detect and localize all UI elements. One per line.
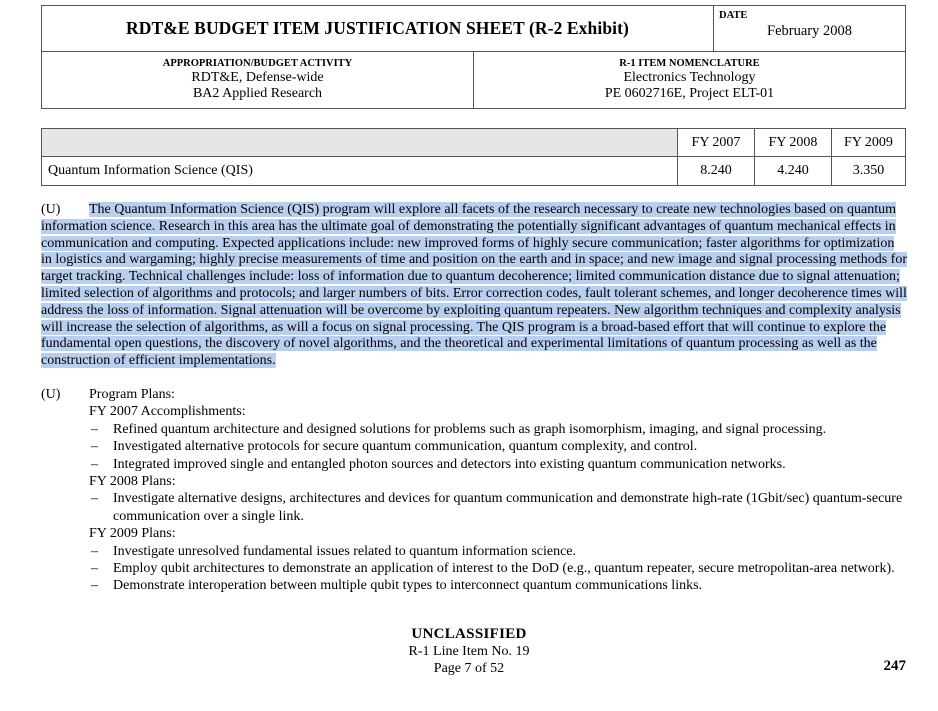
list-item (89, 421, 907, 438)
fy2009-item-2: Employ qubit architectures to demonstrate an application of interest to the DoD (e.g., quantum repeater, secure metropolitan-area network). (113, 561, 895, 577)
funding-value-fy2009: 3.350 (852, 163, 885, 178)
nomenclature-label: R-1 ITEM NOMENCLATURE (619, 58, 760, 69)
fy2009-item-1: Investigate unresolved fundamental issues related to quantum information science. (113, 543, 577, 559)
fy2008-label: FY 2008 Plans: (89, 474, 176, 490)
description-classification-marker: (U) (41, 202, 61, 217)
fy2009-label: FY 2009 Plans: (89, 526, 176, 542)
program-plans (41, 386, 907, 595)
line-item-label: R-1 Line Item No. 19 (408, 644, 530, 659)
list-item (89, 456, 907, 473)
plans-classification-marker: (U) (41, 387, 61, 402)
plans-title: Program Plans: (89, 387, 175, 402)
classification-label: UNCLASSIFIED (411, 626, 527, 642)
date-cell (714, 6, 905, 52)
dash-bullet: – (91, 578, 98, 594)
funding-header-blank (42, 129, 678, 157)
page-footer (0, 626, 938, 677)
year-header-fy2007: FY 2007 (678, 129, 755, 157)
appropriation-line1: RDT&E, Defense-wide (191, 70, 324, 85)
dash-bullet: – (91, 491, 98, 507)
appropriation-cell (42, 52, 474, 108)
list-item (89, 577, 907, 594)
list-item (89, 560, 907, 577)
fy2007-item-1: Refined quantum architecture and designed solutions for problems such as graph isomorphism, imaging, and signal processing. (113, 421, 827, 437)
nomenclature-cell (474, 52, 905, 108)
funding-value-fy2008: 4.240 (755, 157, 832, 185)
appropriation-line2: BA2 Applied Research (192, 86, 323, 101)
list-item (89, 543, 907, 560)
year-header-fy2008: FY 2008 (755, 129, 832, 157)
description-paragraph[interactable] (41, 202, 907, 370)
list-item (89, 438, 907, 455)
page-number: 247 (883, 658, 906, 674)
description-text[interactable]: The Quantum Information Science (QIS) program will explore all facets of the research necessary to create new technologies based on quantum information science. Research in this area has the ultimate goal of demonstrating the potentially significant advantages of quantum mechanical effects in communication and computing. Expected applications include: new improved forms of highly secure communication; faster algorithms for optimization in logistics and wargaming; highly precise measurements of time and position on the earth and in space; and new image and signal processing methods for target tracking. Technical challenges include: loss of information due to quantum decoherence; limited communication distance due to signal attenuation; limited selection of algorithms and protocols; and larger numbers of bits. Error correction codes, fault tolerant schemes, and longer decoherence times will address the loss of information. Signal attenuation will be overcome by exploiting quantum repeaters. New algorithm techniques and complexity analysis will increase the selection of algorithms, as will a focus on signal processing. The QIS program is a broad-based effort that will continue to explore the fundamental open questions, the discovery of novel algorithms, and the theoretical and experimental limitations of quantum processing as well as the construction of efficient implementations. (41, 202, 907, 369)
fy2008-item-1: Investigate alternative designs, architectures and devices for quantum communication and demonstrate high-rate (1Gbit/sec) quantum-secure communication over a single link. (113, 491, 903, 524)
dash-bullet: – (91, 421, 98, 437)
budget-header-table (41, 5, 906, 109)
document-title: RDT&E BUDGET ITEM JUSTIFICATION SHEET (R-2 Exhibit) (42, 6, 714, 52)
page-of-label: Page 7 of 52 (433, 661, 505, 676)
funding-table (41, 128, 906, 186)
nomenclature-line1: Electronics Technology (623, 70, 756, 85)
dash-bullet: – (91, 439, 98, 455)
fy2007-label: FY 2007 Accomplishments: (89, 404, 246, 420)
program-name: Quantum Information Science (QIS) (42, 157, 678, 185)
year-header-fy2009: FY 2009 (832, 129, 905, 157)
fy2009-item-3: Demonstrate interoperation between multiple qubit types to interconnect quantum communications links. (113, 578, 703, 594)
funding-value-fy2007: 8.240 (678, 157, 755, 185)
fy2007-item-3: Integrated improved single and entangled photon sources and detectors into existing quantum communication networks. (113, 456, 786, 472)
dash-bullet: – (91, 543, 98, 559)
dash-bullet: – (91, 456, 98, 472)
date-value: February 2008 (767, 23, 852, 39)
fy2007-item-2: Investigated alternative protocols for secure quantum communication, quantum complexity, and control. (113, 439, 698, 455)
list-item (89, 490, 907, 525)
dash-bullet: – (91, 561, 98, 577)
nomenclature-line2: PE 0602716E, Project ELT-01 (604, 86, 775, 101)
appropriation-label: APPROPRIATION/BUDGET ACTIVITY (162, 58, 353, 69)
date-label: DATE (719, 10, 748, 21)
